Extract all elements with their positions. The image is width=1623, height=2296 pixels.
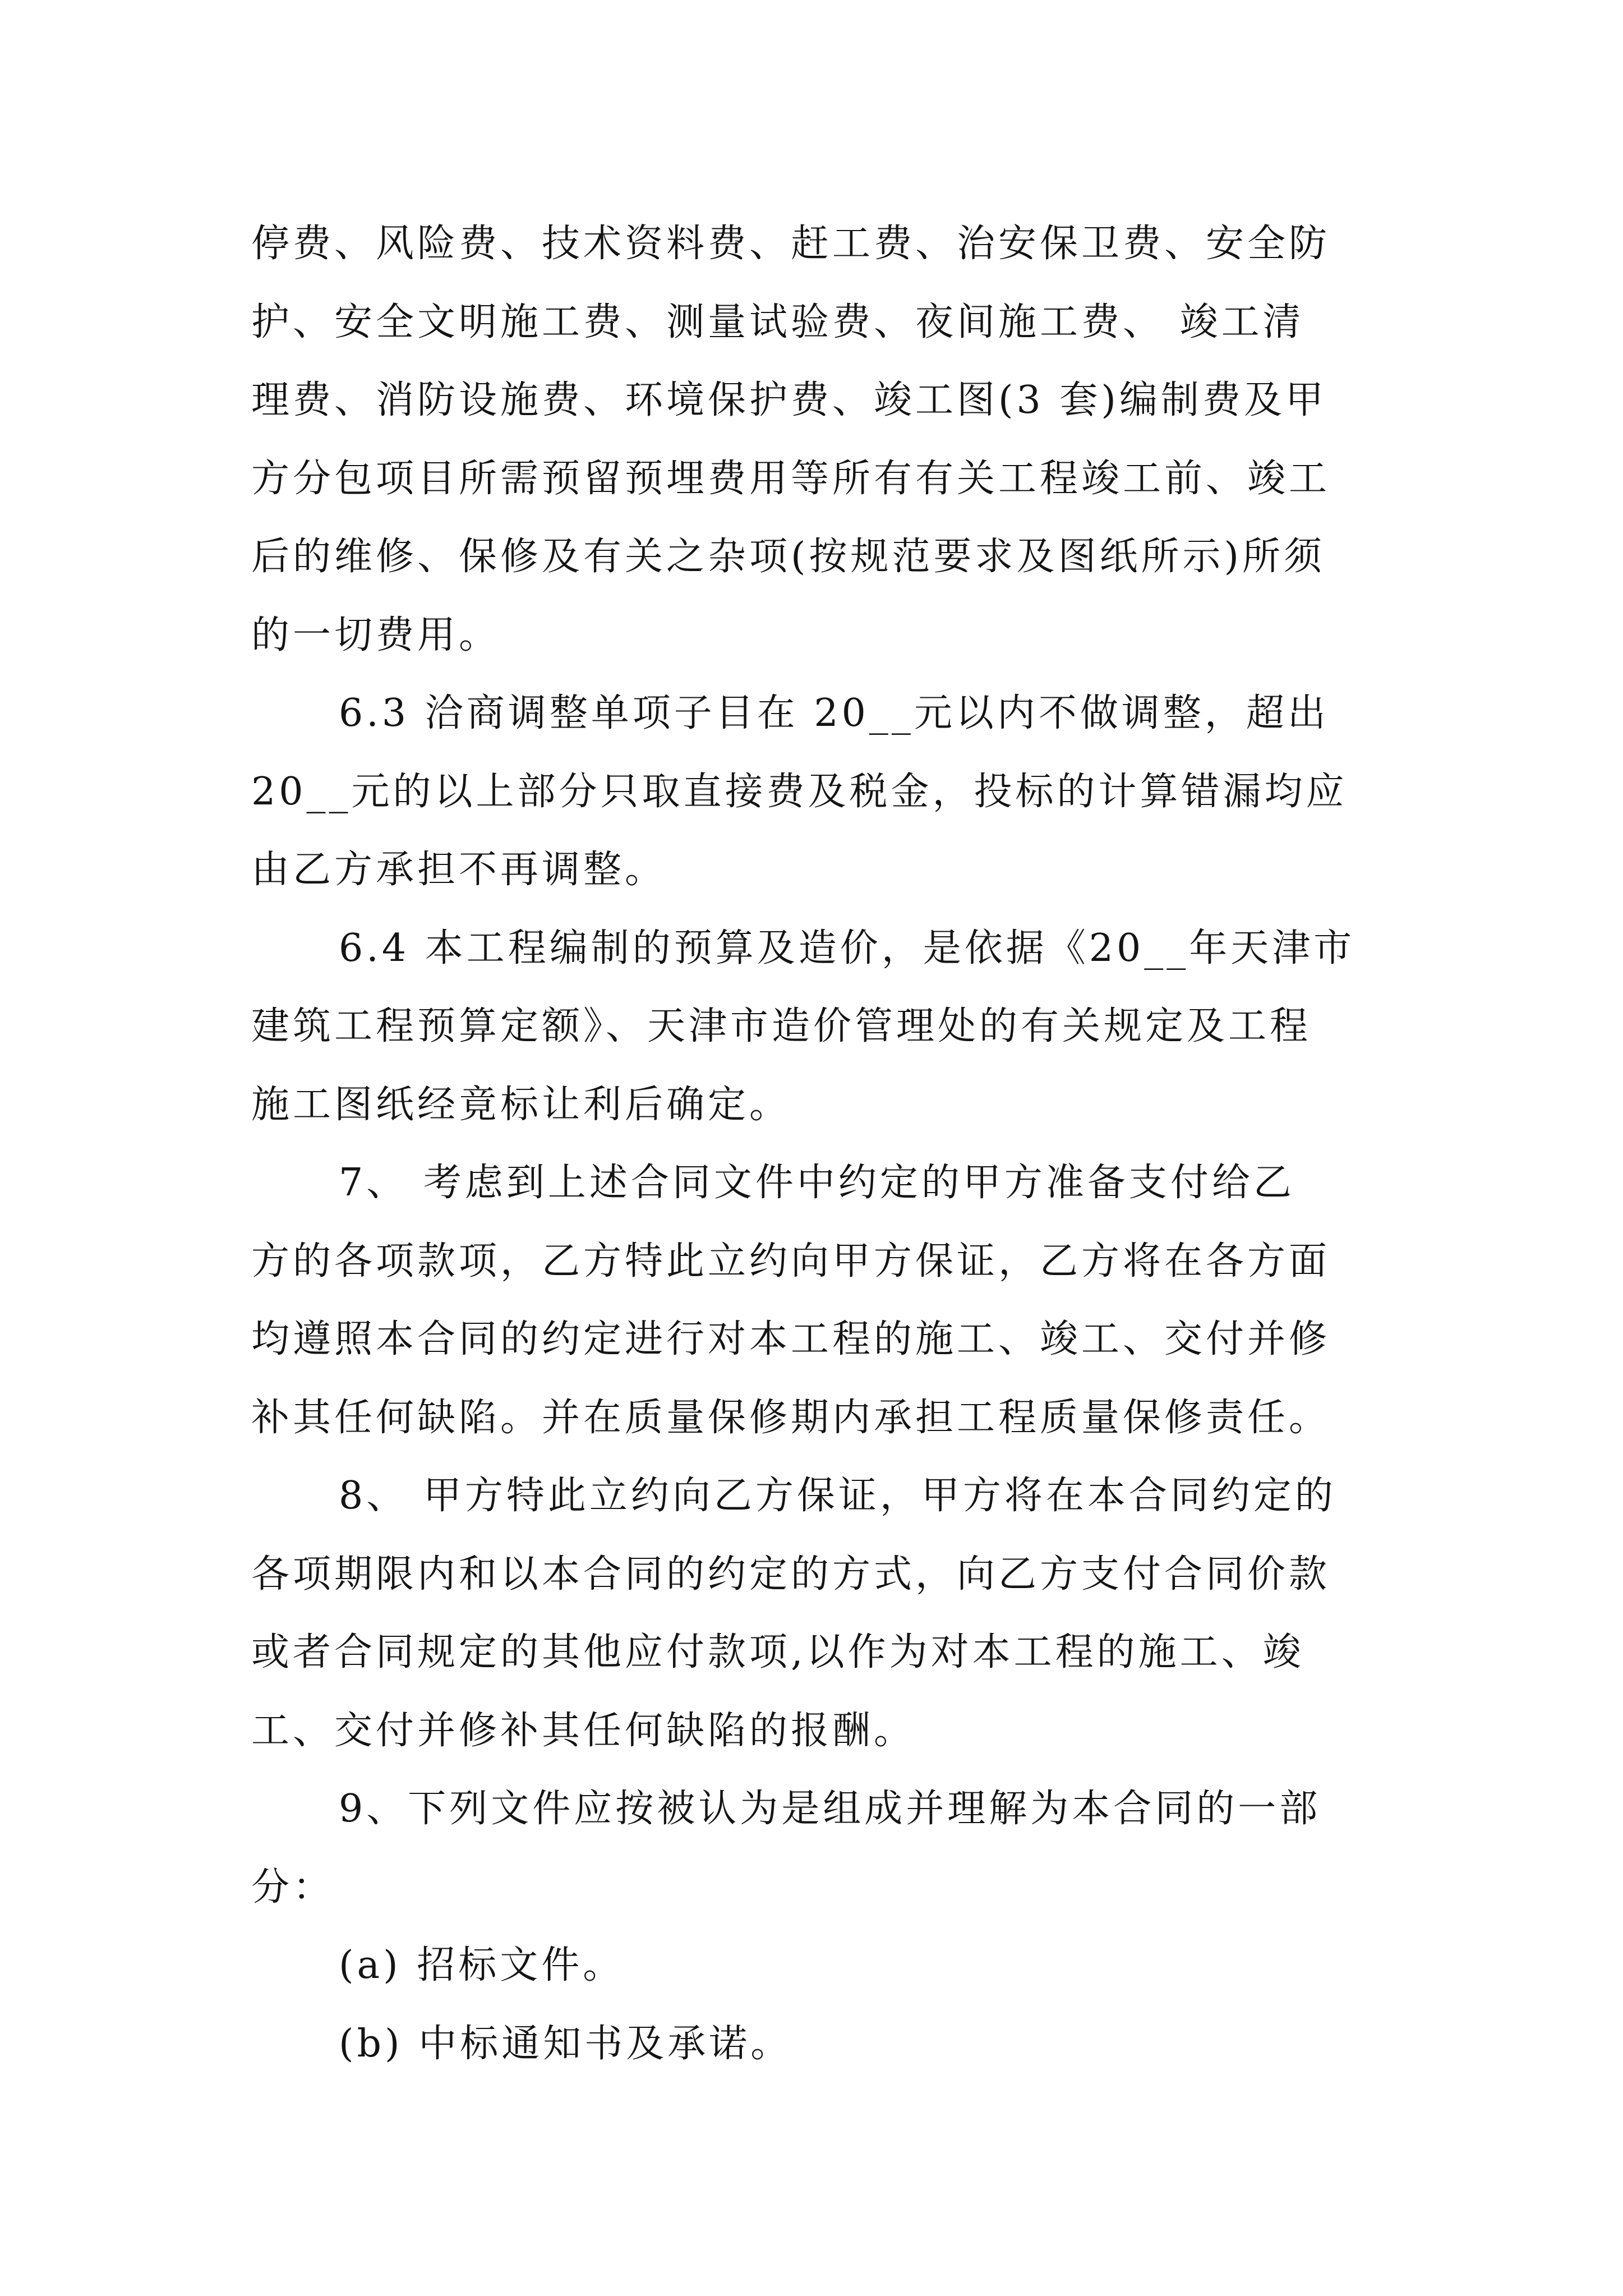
clause-6-3-first-line: 6.3 洽商调整单项子目在 20__元以内不做调整，超出 xyxy=(339,691,1329,735)
clause-8-first-line: 8、 甲方特此立约向乙方保证，甲方将在本合同约定的 xyxy=(339,1474,1336,1518)
list-item-b: (b) 中标通知书及承诺。 xyxy=(339,2022,792,2066)
list-item-a: (a) 招标文件。 xyxy=(339,1943,625,1987)
text-line: 护、安全文明施工费、测量试验费、夜间施工费、 竣工清 xyxy=(251,300,1304,344)
text-line: 均遵照本合同的约定进行对本工程的施工、竣工、交付并修 xyxy=(251,1317,1331,1361)
text-line: 20__元的以上部分只取直接费及税金，投标的计算错漏均应 xyxy=(251,770,1348,814)
text-line: 的一切费用。 xyxy=(251,613,501,657)
text-line: 理费、消防设施费、环境保护费、竣工图(3 套)编制费及甲 xyxy=(251,378,1327,422)
clause-9-first-line: 9、下列文件应按被认为是组成并理解为本合同的一部 xyxy=(339,1787,1321,1831)
text-line: 各项期限内和以本合同的约定的方式，向乙方支付合同价款 xyxy=(251,1552,1331,1596)
text-line: 由乙方承担不再调整。 xyxy=(251,848,667,892)
text-line: 或者合同规定的其他应付款项,以作为对本工程的施工、竣 xyxy=(251,1630,1304,1674)
text-line: 工、交付并修补其任何缺陷的报酬。 xyxy=(251,1709,916,1753)
text-line: 方分包项目所需预留预埋费用等所有有关工程竣工前、竣工 xyxy=(251,457,1331,501)
text-line: 后的维修、保修及有关之杂项(按规范要求及图纸所示)所须 xyxy=(251,535,1326,579)
clause-7-first-line: 7、 考虑到上述合同文件中约定的甲方准备支付给乙 xyxy=(339,1161,1295,1205)
text-line: 建筑工程预算定额》、天津市造价管理处的有关规定及工程 xyxy=(251,1004,1312,1048)
text-line: 施工图纸经竟标让利后确定。 xyxy=(251,1083,791,1127)
text-line: 方的各项款项，乙方特此立约向甲方保证，乙方将在各方面 xyxy=(251,1239,1331,1283)
text-line: 分： xyxy=(251,1865,335,1910)
clause-6-4-first-line: 6.4 本工程编制的预算及造价，是依据《20__年天津市 xyxy=(339,926,1355,970)
text-line: 补其任何缺陷。并在质量保修期内承担工程质量保修责任。 xyxy=(251,1396,1331,1440)
text-line: 停费、风险费、技术资料费、赶工费、治安保卫费、安全防 xyxy=(251,222,1331,266)
